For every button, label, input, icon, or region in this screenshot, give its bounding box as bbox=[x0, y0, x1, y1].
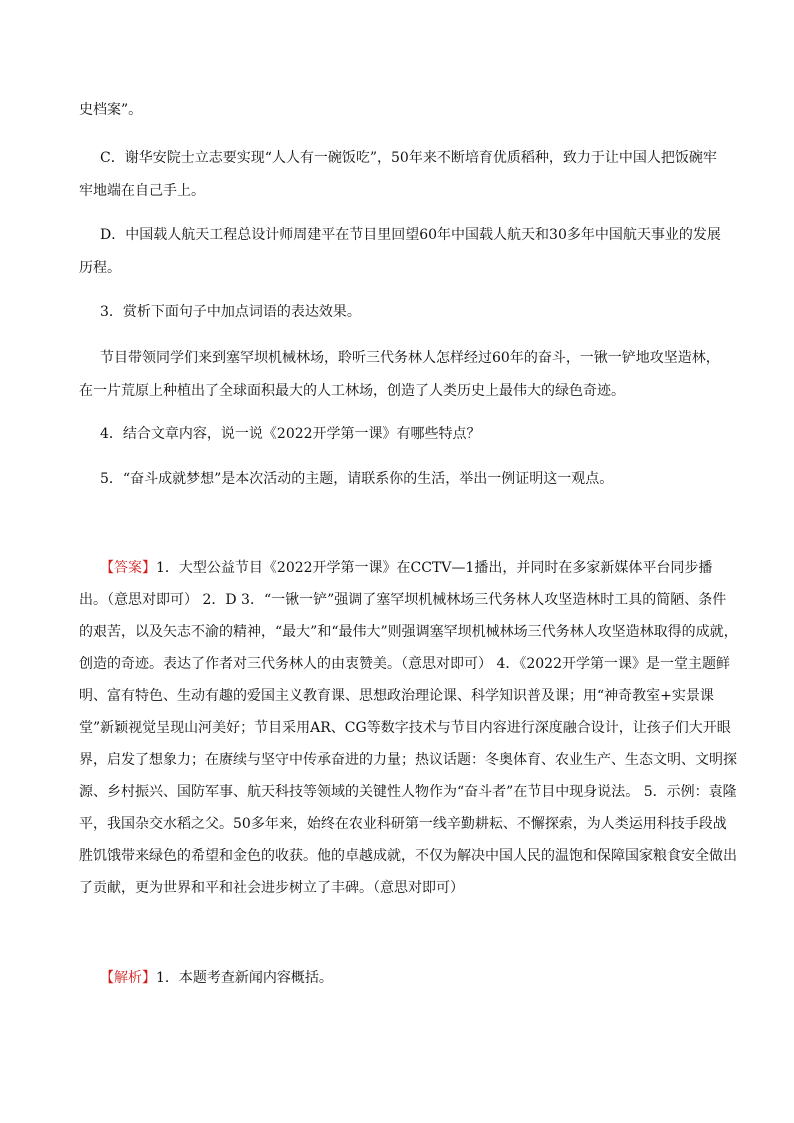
text-line-continuation: 史档案”。 bbox=[79, 102, 143, 118]
answer-tag: 【答案】 bbox=[100, 560, 156, 576]
analysis-text: 1．本题考查新闻内容概括。 bbox=[156, 970, 333, 986]
question-5: 5．“奋斗成就梦想”是本次活动的主题，请联系你的生活，举出一例证明这一观点。 bbox=[100, 471, 614, 487]
question-4: 4．结合文章内容，说一说《2022开学第一课》有哪些特点？ bbox=[100, 426, 481, 442]
answer-text: 1．大型公益节目《2022开学第一课》在CCTV—1播出，并同时在多家新媒体平台同步播出。（意思对即可） 2．D 3．“一锹一铲”强调了塞罕坝机械林场三代务林人攻坚造林时工具的简陋、条件的艰苦，以及矢志不渝的精神，“最大”和“最伟大”则强调塞罕坝机械林场三代务林人攻坚造林取得的成就，创造的奇迹。表达了作者对三代务林人的由衷赞美。（意思对即可） 4．《2022开学第一课》是一堂主题鲜明、富有特色、生动有趣的爱国主义教育课、思想政治理论课、科学知识普及课；用“神奇教室+实景课堂”新颖视觉呈现山河美好；节目采用AR、CG等数字技术与节目内容进行深度融合设计，让孩子们大开眼界，启发了想象力；在赓续与坚守中传承奋进的力量；热议话题：冬奥体育、农业生产、生态文明、文明探源、乡村振兴、国防军事、航天科技等领域的关键性人物作为“奋斗者”在节目中现身说法。 5．示例：袁隆平，我国杂交水稻之父。50多年来，始终在农业科研第一线辛勤耕耘、不懈探索，为人类运用科技手段战胜饥饿带来绿色的希望和金色的收获。他的卓越成就，不仅为解决中国人民的温饱和保障国家粮食安全做出了贡献，更为世界和平和社会进步树立了丰碑。（意思对即可） bbox=[79, 560, 738, 896]
answer-section bbox=[79, 552, 739, 904]
option-c: C．谢华安院士立志要实现“人人有一碗饭吃”，50年来不断培育优质稻种，致力于让中国人把饭碗牢牢地端在自己手上。 bbox=[79, 150, 717, 199]
analysis-section bbox=[79, 962, 739, 994]
analysis-tag: 【解析】 bbox=[100, 970, 156, 986]
question-3: 3．赏析下面句子中加点词语的表达效果。 bbox=[100, 304, 361, 320]
option-d: D．中国载人航天工程总设计师周建平在节目里回望60年中国载人航天和30多年中国航天事业的发展历程。 bbox=[79, 227, 721, 276]
question-3-passage: 节目带领同学们来到塞罕坝机械林场，聆听三代务林人怎样经过60年的奋斗，一锹一铲地攻坚造林，在一片荒原上种植出了全球面积最大的人工林场，创造了人类历史上最伟大的绿色奇迹。 bbox=[79, 350, 720, 399]
